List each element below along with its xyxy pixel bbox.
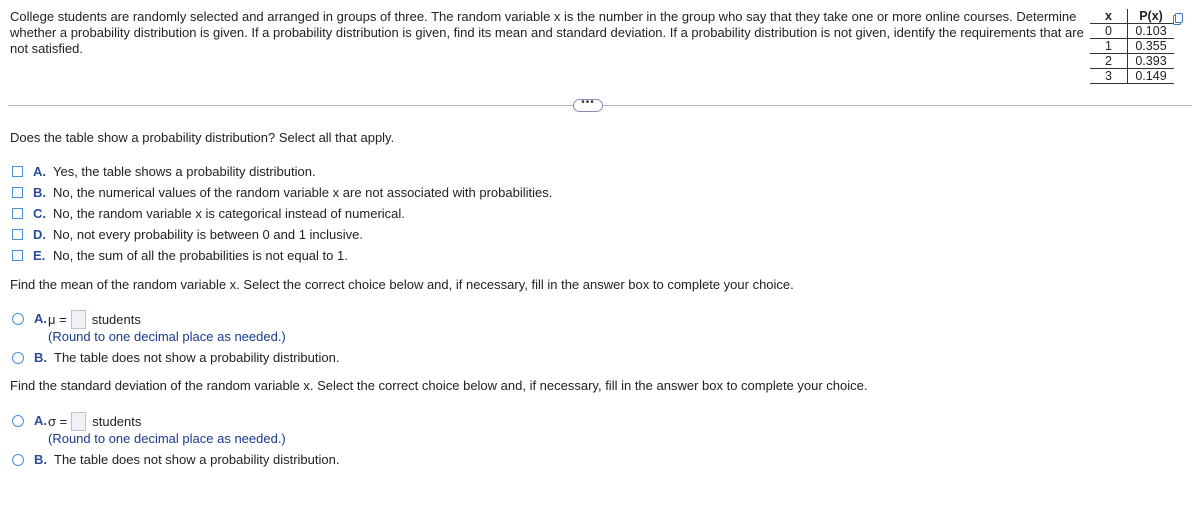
option-letter: E. (33, 247, 46, 263)
table-cell-px: 0.149 (1128, 69, 1175, 84)
option-text: The table does not show a probability distribution. (54, 452, 340, 467)
option-letter: A. (33, 163, 46, 179)
table-cell-x: 1 (1090, 39, 1128, 54)
radio-button[interactable] (12, 454, 24, 466)
table-header-px: P(x) (1128, 9, 1175, 24)
option-text: No, the sum of all the probabilities is not equal to 1. (53, 247, 348, 263)
checkbox[interactable] (12, 250, 23, 261)
option-text: Yes, the table shows a probability distribution. (53, 163, 316, 179)
unit-label: students (91, 312, 141, 327)
radio-button[interactable] (12, 415, 24, 427)
option-text: No, not every probability is between 0 and 1 inclusive. (53, 226, 364, 242)
unit-label: students (92, 414, 142, 429)
table-row (1090, 24, 1174, 39)
option-text: No, the numerical values of the random variable x are not associated with probabilities. (53, 184, 553, 200)
table-cell-x: 2 (1090, 54, 1128, 69)
copy-icon[interactable] (1173, 13, 1183, 25)
table-cell-x: 0 (1090, 24, 1128, 39)
mean-option-b[interactable] (12, 350, 339, 365)
option-letter: B. (33, 184, 46, 200)
sd-answer-input[interactable] (71, 412, 86, 431)
mean-answer-input[interactable] (71, 310, 86, 329)
table-header-x: x (1090, 9, 1128, 24)
option-b-checkbox[interactable] (12, 185, 552, 199)
table-cell-px: 0.355 (1128, 39, 1175, 54)
option-letter: B. (34, 452, 47, 467)
q2-prompt: Find the mean of the random variable x. Select the correct choice below and, if necessary, fill in the answer box to complete your choice. (10, 277, 794, 292)
table-row (1090, 69, 1174, 84)
option-letter: A. (34, 311, 47, 326)
sigma-symbol: σ = (48, 414, 68, 429)
option-e-checkbox[interactable] (12, 248, 348, 262)
table-cell-px: 0.103 (1128, 24, 1175, 39)
table-row (1090, 39, 1174, 54)
radio-button[interactable] (12, 313, 24, 325)
option-text: No, the random variable x is categorical instead of numerical. (53, 205, 405, 221)
option-letter: C. (33, 205, 46, 221)
rounding-hint: (Round to one decimal place as needed.) (48, 329, 286, 344)
checkbox[interactable] (12, 187, 23, 198)
radio-button[interactable] (12, 352, 24, 364)
option-letter: D. (33, 226, 46, 242)
table-cell-px: 0.393 (1128, 54, 1175, 69)
option-letter: B. (34, 350, 47, 365)
table-cell-x: 3 (1090, 69, 1128, 84)
problem-statement: College students are randomly selected and arranged in groups of three. The random variable x is the number in the group who say that they take one or more online courses. Determine whether a probability distribution is given. If a probability distribution is given, find its mean and standard deviation. If a probability distribution is not given, identify the requirements that are not satisfied. (10, 9, 1084, 56)
checkbox[interactable] (12, 229, 23, 240)
mean-answer-line (48, 310, 141, 329)
q3-prompt: Find the standard deviation of the random variable x. Select the correct choice below and, if necessary, fill in the answer box to complete your choice. (10, 378, 868, 393)
more-button[interactable]: ••• (573, 99, 603, 112)
option-text: The table does not show a probability distribution. (54, 350, 340, 365)
mu-symbol: μ = (48, 312, 67, 327)
checkbox[interactable] (12, 208, 23, 219)
table-row (1090, 54, 1174, 69)
option-d-checkbox[interactable] (12, 227, 363, 241)
checkbox[interactable] (12, 166, 23, 177)
option-c-checkbox[interactable] (12, 206, 405, 220)
option-a-checkbox[interactable] (12, 164, 316, 178)
option-letter: A. (34, 413, 47, 428)
sd-option-b[interactable] (12, 452, 339, 467)
rounding-hint: (Round to one decimal place as needed.) (48, 431, 286, 446)
sd-answer-line (48, 412, 141, 431)
probability-table (1090, 9, 1174, 84)
q1-prompt: Does the table show a probability distribution? Select all that apply. (10, 130, 395, 145)
